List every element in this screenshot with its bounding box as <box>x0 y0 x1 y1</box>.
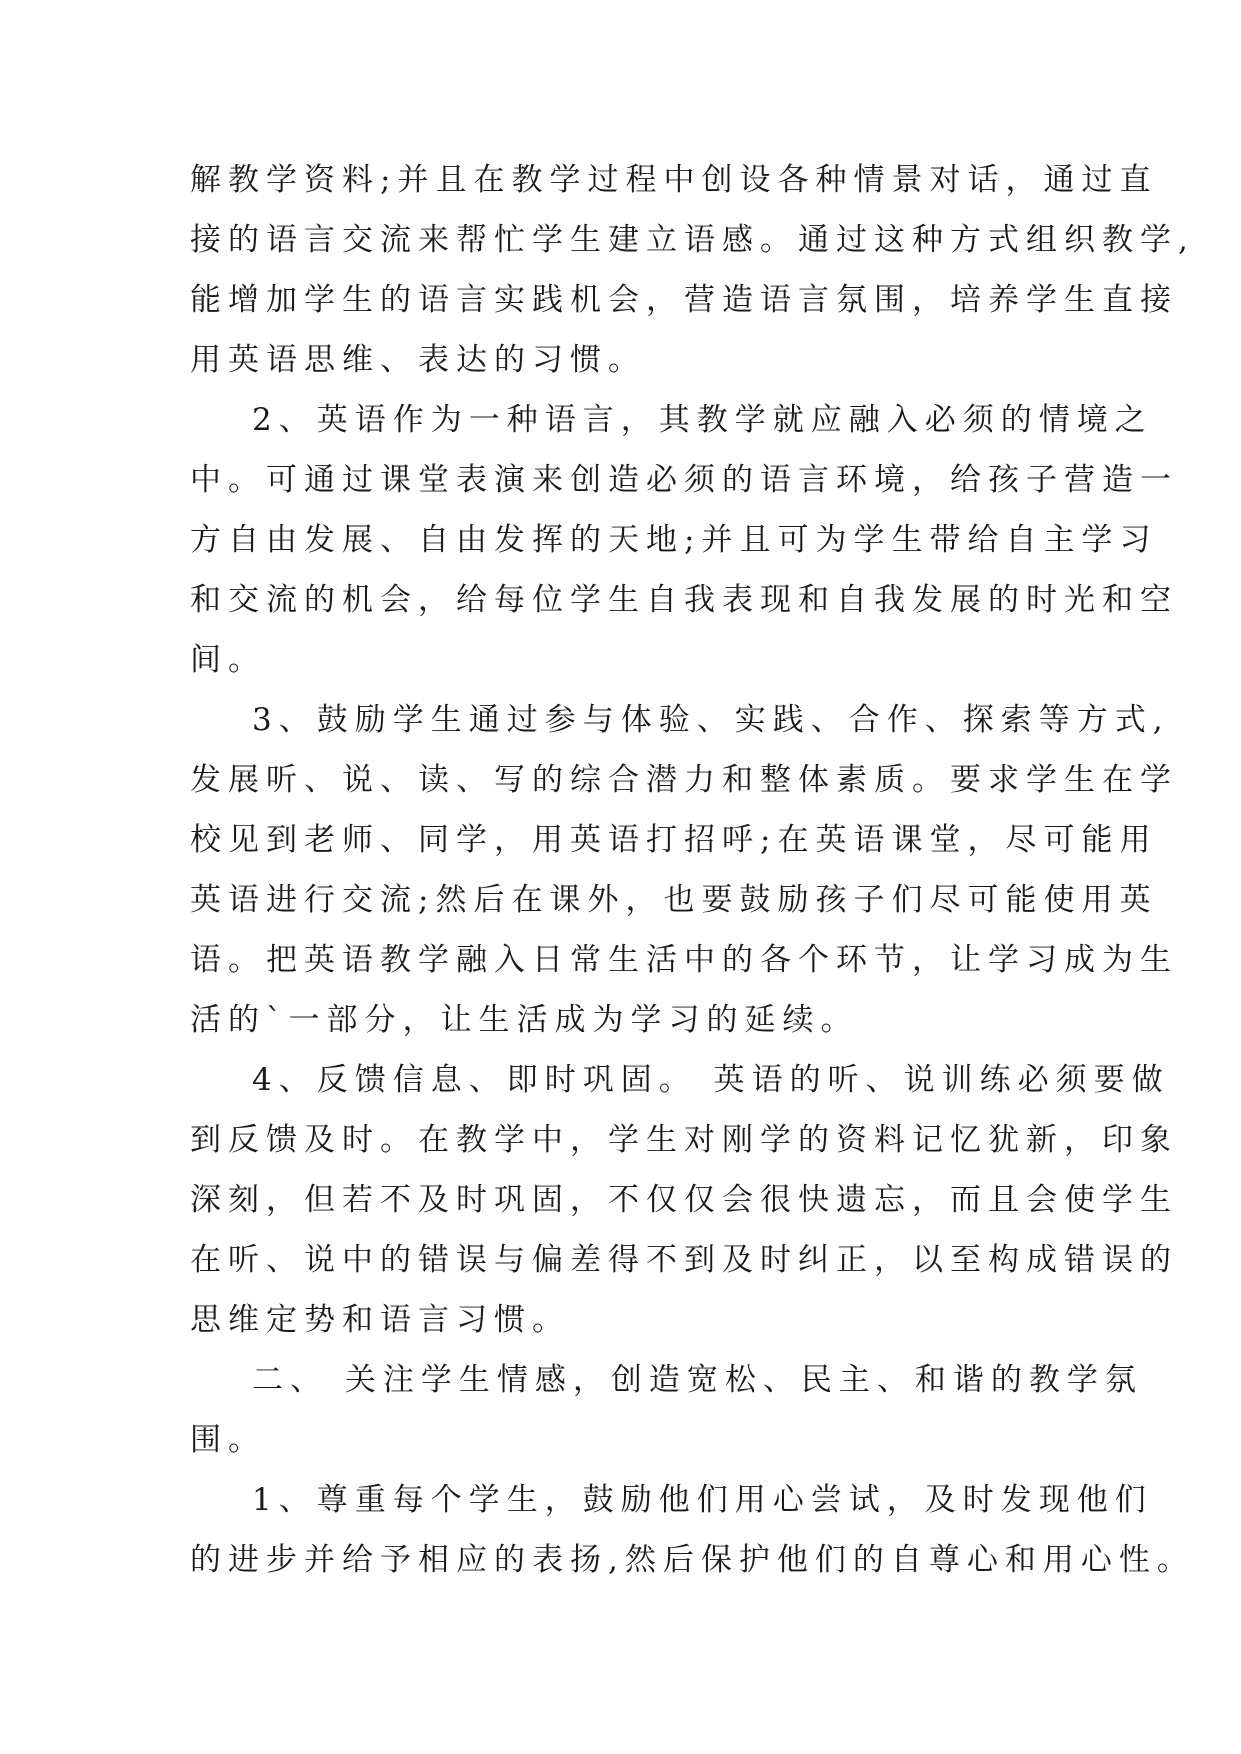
text-line: 二、 关注学生情感，创造宽松、民主、和谐的教学氛 <box>252 1362 1143 1398</box>
text-line: 3、鼓励学生通过参与体验、实践、合作、探索等方式, <box>252 702 1170 738</box>
text-line: 发展听、说、读、写的综合潜力和整体素质。要求学生在学 <box>190 762 1178 798</box>
text-line: 4、反馈信息、即时巩固。 英语的听、说训练必须要做 <box>252 1062 1170 1098</box>
text-line: 围。 <box>190 1422 266 1458</box>
text-line: 用英语思维、表达的习惯。 <box>190 342 646 378</box>
text-line: 方自由发展、自由发挥的天地;并且可为学生带给自主学习 <box>190 522 1158 558</box>
text-line: 思维定势和语言习惯。 <box>190 1302 570 1338</box>
text-line: 深刻，但若不及时巩固，不仅仅会很快遗忘，而且会使学生 <box>190 1182 1178 1218</box>
text-line: 解教学资料;并且在教学过程中创设各种情景对话，通过直 <box>190 162 1158 198</box>
text-line: 和交流的机会，给每位学生自我表现和自我发展的时光和空 <box>190 582 1178 618</box>
text-line: 语。把英语教学融入日常生活中的各个环节，让学习成为生 <box>190 942 1178 978</box>
text-line: 中。可通过课堂表演来创造必须的语言环境，给孩子营造一 <box>190 462 1178 498</box>
text-line: 活的`一部分，让生活成为学习的延续。 <box>190 1002 859 1038</box>
text-line: 的进步并给予相应的表扬,然后保护他们的自尊心和用心性。 <box>190 1542 1195 1578</box>
text-line: 2、英语作为一种语言，其教学就应融入必须的情境之 <box>252 402 1153 438</box>
text-line: 接的语言交流来帮忙学生建立语感。通过这种方式组织教学, <box>190 222 1195 258</box>
text-line: 校见到老师、同学，用英语打招呼;在英语课堂，尽可能用 <box>190 822 1158 858</box>
text-line: 到反馈及时。在教学中，学生对刚学的资料记忆犹新，印象 <box>190 1122 1178 1158</box>
document-body <box>190 150 1195 1590</box>
text-line: 在听、说中的错误与偏差得不到及时纠正，以至构成错误的 <box>190 1242 1178 1278</box>
text-line: 英语进行交流;然后在课外，也要鼓励孩子们尽可能使用英 <box>190 882 1158 918</box>
text-line: 1、尊重每个学生，鼓励他们用心尝试，及时发现他们 <box>252 1482 1153 1518</box>
text-line: 间。 <box>190 642 266 678</box>
text-line: 能增加学生的语言实践机会，营造语言氛围，培养学生直接 <box>190 282 1178 318</box>
